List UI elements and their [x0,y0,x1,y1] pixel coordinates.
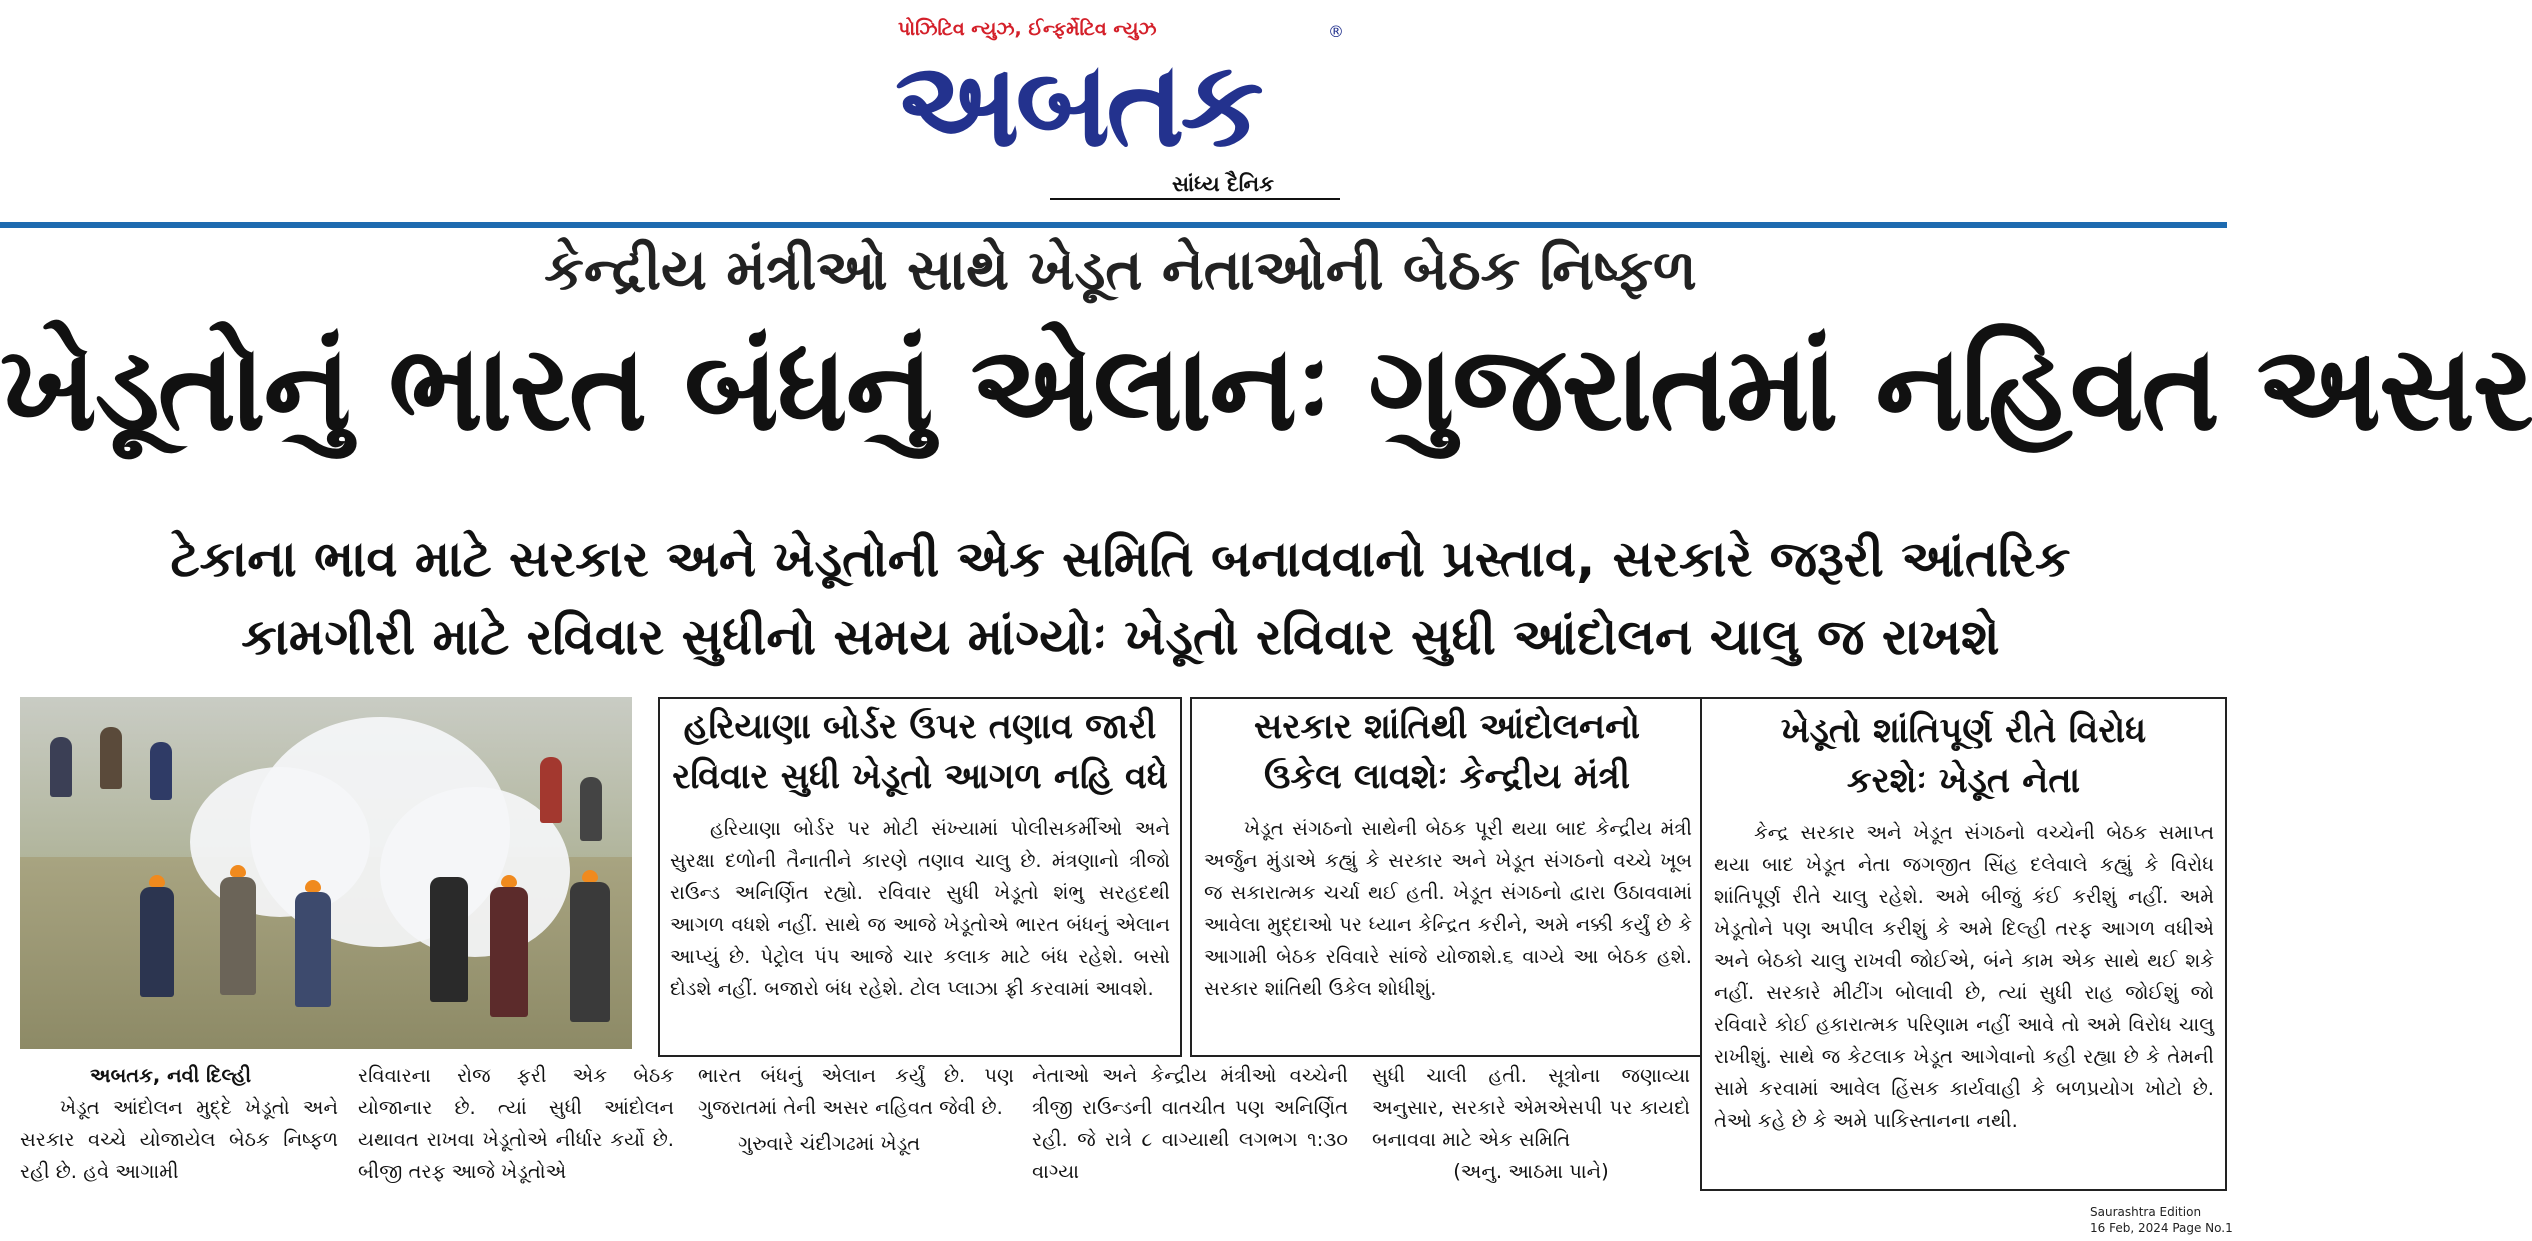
newspaper-logo: અબતક [895,35,1260,173]
masthead-divider [0,222,2227,228]
date-page-label: 16 Feb, 2024 Page No.1 [2090,1221,2233,1235]
protester-figure [295,892,331,1007]
story-col5-text: સુધી ચાલી હતી. સૂત્રોના જણાવ્યા અનુસાર, સરકારે એમએસપી પર કાયદો બનાવવા માટે એક સમિતિ [1372,1064,1690,1151]
protester-figure [570,882,610,1022]
deck-line-2: કામગીરી માટે રવિવાર સુધીનો સમય માંગ્યોઃ ખેડૂતો રવિવાર સુધી આંદોલન ચાલુ જ રાખશે [241,608,2000,666]
story-col4-text: નેતાઓ અને કેન્દ્રીય મંત્રીઓ વચ્ચેની ત્રીજી રાઉન્ડની વાતચીત પણ અનિર્ણિત રહી. જે રાત્રે ૮ વાગ્યાથી લગભગ ૧:૩૦ વાગ્યા [1032,1064,1348,1183]
protester-turban [582,870,598,882]
sidebar-story-border [658,697,1182,1057]
protester-figure [430,877,468,1002]
box2-title-line1: સરકાર શાંતિથી આંદોલનનો [1254,707,1640,747]
protester-turban [501,875,517,887]
main-headline: ખેડૂતોનું ભારત બંધનું એલાનઃ ગુજરાતમાં નહિવત અસર [0,319,2532,457]
protester-turban [305,880,321,892]
protester-figure [150,742,172,800]
story-col3-text-2: ગુરુવારે ચંદીગઢમાં ખેડૂત [738,1132,921,1155]
box3-title-line1: ખેડૂતો શાંતિપૂર્ણ રીતે વિરોધ [1780,711,2147,751]
continued-jump-line: (અનુ. આઠમા પાને) [1453,1160,1609,1183]
box3-body: કેન્દ્ર સરકાર અને ખેડૂત સંગઠનો વચ્ચેની બેઠક સમાપ્ત થયા બાદ ખેડૂત નેતા જગજીત સિંહ દલેવાલે કહ્યું કે વિરોધ શાંતિપૂર્ણ રીતે ચાલુ રહેશે. અમે બીજું કંઈ કરીશું નહીં. અમે ખેડૂતોને પણ અપીલ કરીશું કે અમે દિલ્હી તરફ આગળ વધીએ અને બેઠકો ચાલુ રાખવી જોઈએ, બંને કામ એક સાથે થઈ શકે નહીં. સરકારે મીટીંગ બોલાવી છે, ત્યાં સુધી રાહ જોઈશું જો રવિવારે કોઈ હકારાત્મક પરિણામ નહીં આવે તો અમે વિરોધ ચાલુ રાખીશું. સાથે જ કેટલાક ખેડૂત આગેવાનો કહી રહ્યા છે કે તેમની સામે કરવામાં આવેલ હિંસક કાર્યવાહી કે બળપ્રયોગ ખોટો છે. તેઓ કહે છે કે અમે પાકિસ્તાનના નથી. [1714,821,2214,1132]
protester-figure [490,887,528,1017]
story-column-2 [358,1060,674,1188]
box1-title-line2: રવિવાર સુધી ખેડૂતો આગળ નહિ વધે [672,757,1168,797]
kicker-headline: કેન્દ્રીય મંત્રીઓ સાથે ખેડૂત નેતાઓની બેઠક નિષ્ફળ [544,238,1697,303]
masthead-tagline: પોઝિટિવ ન્યુઝ, ઈન્ફર્મેટિવ ન્યુઝ [898,18,1157,40]
box2-body: ખેડૂત સંગઠનો સાથેની બેઠક પૂરી થયા બાદ કેન્દ્રીય મંત્રી અર્જુન મુંડાએ કહ્યું કે સરકાર અને ખેડૂત સંગઠનો વચ્ચે ખૂબ જ સકારાત્મક ચર્ચા થઈ હતી. ખેડૂત સંગઠનો દ્વારા ઉઠાવવામાં આવેલા મુદ્દાઓ પર ધ્યાન કેન્દ્રિત કરીને, અમે નક્કી કર્યું છે કે આગામી બેઠક રવિવારે સાંજે યોજાશે.૬ વાગ્યે આ બેઠક હશે. સરકાર શાંતિથી ઉકેલ શોધીશું. [1204,817,1692,1000]
protester-figure [50,737,72,797]
protester-figure [580,777,602,841]
deck-line-1: ટેકાના ભાવ માટે સરકાર અને ખેડૂતોની એક સમિતિ બનાવવાનો પ્રસ્તાવ, સરકારે જરૂરી આંતરિક [170,530,2071,588]
box1-body: હરિયાણા બોર્ડર પર મોટી સંખ્યામાં પોલીસકર્મીઓ અને સુરક્ષા દળોની તૈનાતીને કારણે તણાવ ચાલુ છે. મંત્રણાનો ત્રીજો રાઉન્ડ અનિર્ણિત રહ્યો. રવિવાર સુધી ખેડૂતો શંભુ સરહદથી આગળ વધશે નહીં. સાથે જ આજે ખેડૂતોએ ભારત બંધનું એલાન આપ્યું છે. પેટ્રોલ પંપ આજે ચાર કલાક માટે બંધ રહેશે. બસો દોડશે નહીં. બજારો બંધ રહેશે. ટોલ પ્લાઝા ફ્રી કરવામાં આવશે. [670,817,1170,1000]
story-column-4 [1032,1060,1348,1188]
logo-underline [1050,198,1340,200]
box2-title-line2: ઉકેલ લાવશેઃ કેન્દ્રીય મંત્રી [1264,757,1630,797]
protester-figure [540,757,562,823]
box3-title-line2: કરશેઃ ખેડૂત નેતા [1846,761,2081,801]
masthead [0,0,2241,222]
story-byline: અબતક, નવી દિલ્હી [90,1064,252,1087]
protest-photo [20,697,632,1049]
registered-mark: ® [1328,22,1344,41]
sidebar-story-minister [1190,697,1704,1057]
protester-figure [220,877,256,995]
story-column-5 [1372,1060,1690,1188]
story-col2-text: રવિવારના રોજ ફરી એક બેઠક યોજાનાર છે. ત્યાં સુધી આંદોલન યથાવત રાખવા ખેડૂતોએ નીર્ધાર કર્યો છે. બીજી તરફ આજે ખેડૂતોએ [358,1064,674,1183]
edition-label: Saurashtra Edition [2090,1205,2202,1219]
story-col1-text: ખેડૂત આંદોલન મુદ્દે ખેડૂતો અને સરકાર વચ્ચે યોજાયેલ બેઠક નિષ્ફળ રહી છે. હવે આગામી [20,1096,338,1183]
protester-turban [230,865,246,877]
protester-turban [149,875,165,887]
story-column-1 [20,1060,338,1188]
sidebar-story-farmer-leader [1700,697,2227,1191]
protester-figure [140,887,174,997]
story-col3-text: ભારત બંધનું એલાન કર્યું છે. પણ ગુજરાતમાં તેની અસર નહિવત જેવી છે. [698,1064,1014,1119]
masthead-subtitle: સાંધ્ય દૈનિક [1172,172,1274,196]
box1-title-line1: હરિયાણા બોર્ડર ઉપર તણાવ જારી [683,707,1157,747]
protester-figure [100,727,122,789]
tear-gas-smoke [190,767,370,917]
story-column-3 [698,1060,1014,1160]
